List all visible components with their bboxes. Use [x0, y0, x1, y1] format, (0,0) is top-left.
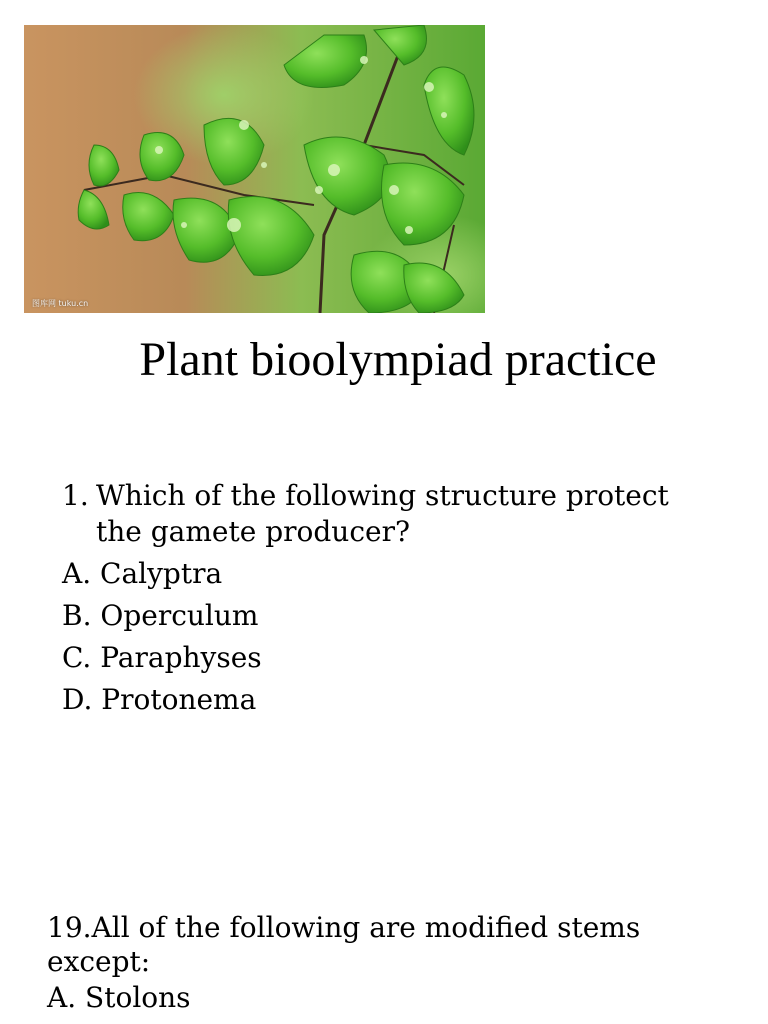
fern-leaves-photo — [24, 25, 485, 313]
photo-watermark: 图库网 tuku.cn — [32, 299, 89, 308]
question-1 — [62, 478, 682, 718]
question-1-text: Which of the following structure protect the gamete producer? — [96, 479, 669, 548]
question-1-option-d: D. Protonema — [62, 683, 257, 716]
slide-title: Plant bioolympiad practice — [139, 333, 657, 386]
question-19-option-a: A. Stolons — [47, 981, 191, 1014]
question-1-number: 1. — [62, 479, 89, 512]
question-1-stem — [62, 478, 682, 550]
question-19 — [47, 911, 747, 1015]
question-1-option-c: C. Paraphyses — [62, 641, 262, 674]
question-1-option-a: A. Calyptra — [62, 557, 223, 590]
fern-leaves-image — [24, 25, 485, 313]
question-1-option-b: B. Operculum — [62, 599, 259, 632]
question-19-text: 19.All of the following are modified stems except: — [47, 911, 641, 978]
